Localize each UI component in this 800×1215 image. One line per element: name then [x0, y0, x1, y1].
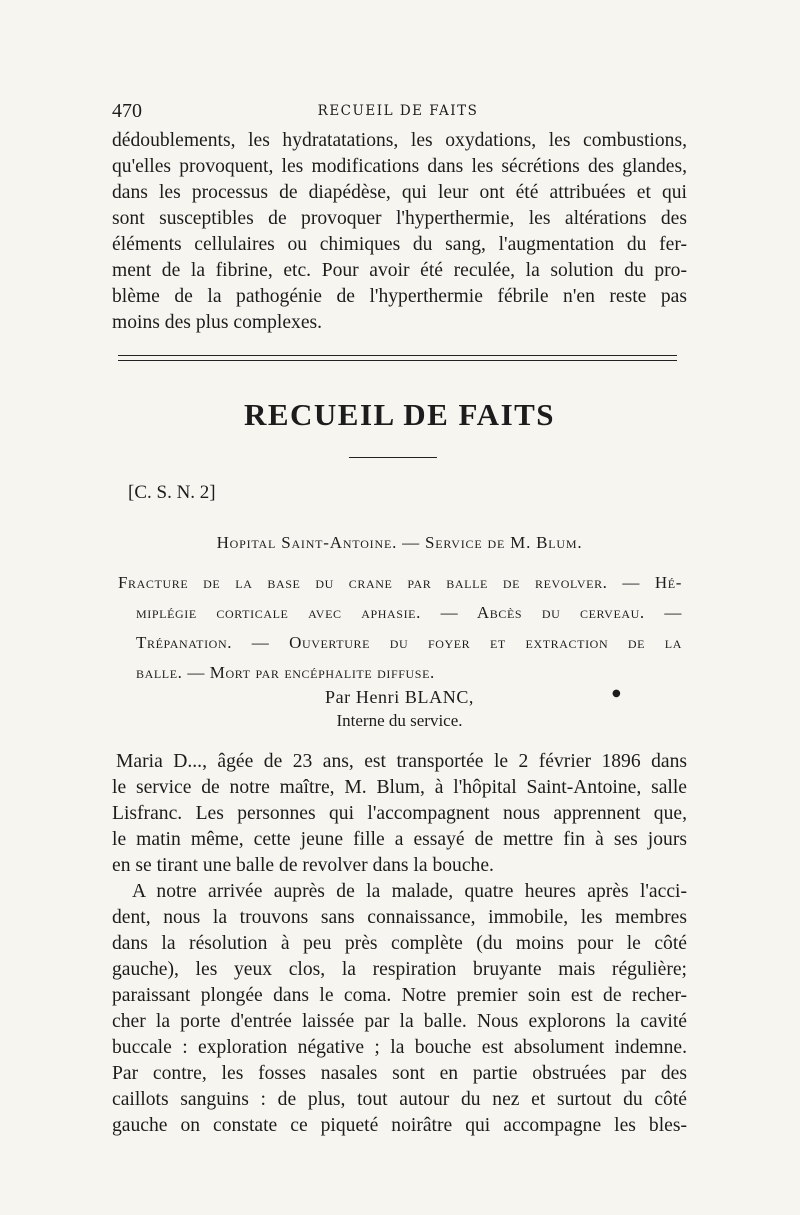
running-title: RECUEIL DE FAITS [317, 103, 479, 119]
case-title-line: miplégie corticale avec aphasie. — Abcès du cerveau. — [136, 603, 682, 622]
body-paragraph-1 [112, 749, 687, 879]
title-underline [349, 457, 437, 458]
text-line: gauche on constate ce piqueté noirâtre qui accompagne les bles- [112, 1115, 687, 1136]
case-title-line: Trépanation. — Ouverture du foyer et extraction de la [136, 633, 682, 652]
case-reference: [C. S. N. 2] [128, 482, 216, 503]
case-title [118, 568, 682, 688]
intro-paragraph [112, 128, 687, 336]
text-line: moins des plus complexes. [112, 312, 323, 333]
text-line: paraissant plongée dans le coma. Notre premier soin est de recher- [112, 985, 687, 1006]
text-line: en se tirant une balle de revolver dans la bouche. [112, 855, 494, 876]
section-divider-thick [118, 355, 677, 356]
hospital-line: Hopital Saint-Antoine. — Service de M. Blum. [216, 533, 583, 552]
text-line: A notre arrivée auprès de la malade, quatre heures après l'acci- [132, 881, 687, 902]
section-divider-thin [118, 360, 677, 361]
text-line: éléments cellulaires ou chimiques du sang, l'augmentation du fer- [112, 234, 687, 255]
text-line: ment de la fibrine, etc. Pour avoir été reculée, la solution du pro- [112, 260, 687, 281]
page-header [112, 100, 684, 122]
text-line: gauche), les yeux clos, la respiration bruyante mais régulière; [112, 959, 687, 980]
text-line: Lisfranc. Les personnes qui l'accompagnent nous apprennent que, [112, 803, 687, 824]
text-line: blème de la pathogénie de l'hyperthermie fébrile n'en reste pas [112, 286, 687, 307]
text-line: Maria D..., âgée de 23 ans, est transportée le 2 février 1896 dans [116, 751, 687, 772]
body-paragraph-2 [112, 879, 687, 1139]
text-line: le service de notre maître, M. Blum, à l'hôpital Saint-Antoine, salle [112, 777, 687, 798]
text-line: dans les processus de diapédèse, qui leur ont été attribuées et qui [112, 182, 687, 203]
text-line: qu'elles provoquent, les modifications dans les sécrétions des glandes, [112, 156, 687, 177]
print-speck: ● [612, 688, 621, 699]
case-title-line: Fracture de la base du crane par balle de revolver. — Hé- [118, 573, 682, 592]
text-line: caillots sanguins : de plus, tout autour du nez et surtout du côté [112, 1089, 687, 1110]
author-byline: Par Henri BLANC, [324, 687, 475, 707]
case-title-line: balle. — Mort par encéphalite diffuse. [136, 663, 435, 682]
text-line: le matin même, cette jeune fille a essayé de mettre fin à ses jours [112, 829, 687, 850]
page-number: 470 [112, 100, 142, 122]
text-line: cher la porte d'entrée laissée par la balle. Nous explorons la cavité [112, 1011, 687, 1032]
text-line: buccale : exploration négative ; la bouche est absolument indemne. [112, 1037, 687, 1058]
section-title: RECUEIL DE FAITS [243, 397, 556, 432]
author-role: Interne du service. [336, 711, 463, 730]
text-line: dent, nous la trouvons sans connaissance, immobile, les membres [112, 907, 687, 928]
text-line: Par contre, les fosses nasales sont en partie obstruées par des [112, 1063, 687, 1084]
text-line: dans la résolution à peu près complète (du moins pour le côté [112, 933, 687, 954]
text-line: sont susceptibles de provoquer l'hyperthermie, les altérations des [112, 208, 687, 229]
text-line: dédoublements, les hydratatations, les oxydations, les combustions, [112, 130, 687, 151]
